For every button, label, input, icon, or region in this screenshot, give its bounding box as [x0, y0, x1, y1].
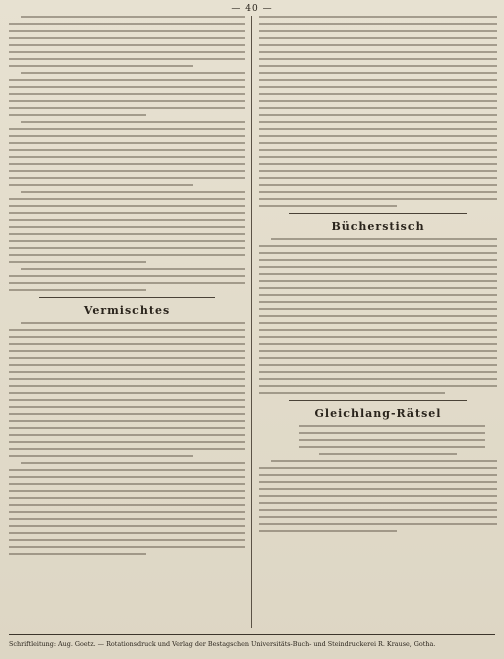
left-column — [9, 16, 245, 628]
section-divider — [39, 297, 215, 298]
body-text-block — [259, 16, 497, 207]
right-column — [259, 16, 497, 628]
page-number: — 40 — — [231, 4, 273, 14]
section-title-vermischtes: Vermischtes — [83, 304, 171, 317]
body-text-block — [9, 72, 245, 116]
section-divider — [289, 213, 467, 214]
section-title-buecherstisch: Bücherstisch — [331, 220, 425, 233]
section-divider — [289, 400, 467, 401]
footer-imprint: Schriftleitung: Aug. Goetz. — Rotationsdruck und Verlag der Bestagschen Universitäts-Buch- und Steindruckerei R. Krause, Gotha. — [9, 640, 436, 648]
footer-rule — [9, 634, 495, 635]
body-text-block — [9, 462, 245, 555]
body-text-block — [9, 121, 245, 186]
body-text-block — [259, 238, 497, 394]
column-rule — [251, 16, 252, 628]
body-text-block — [9, 322, 245, 457]
section-title-raetsel: Gleichlang-Rätsel — [314, 407, 442, 420]
body-text-block — [9, 268, 245, 291]
body-text-block — [259, 425, 497, 532]
body-text-block — [9, 191, 245, 263]
body-text-block — [9, 16, 245, 67]
